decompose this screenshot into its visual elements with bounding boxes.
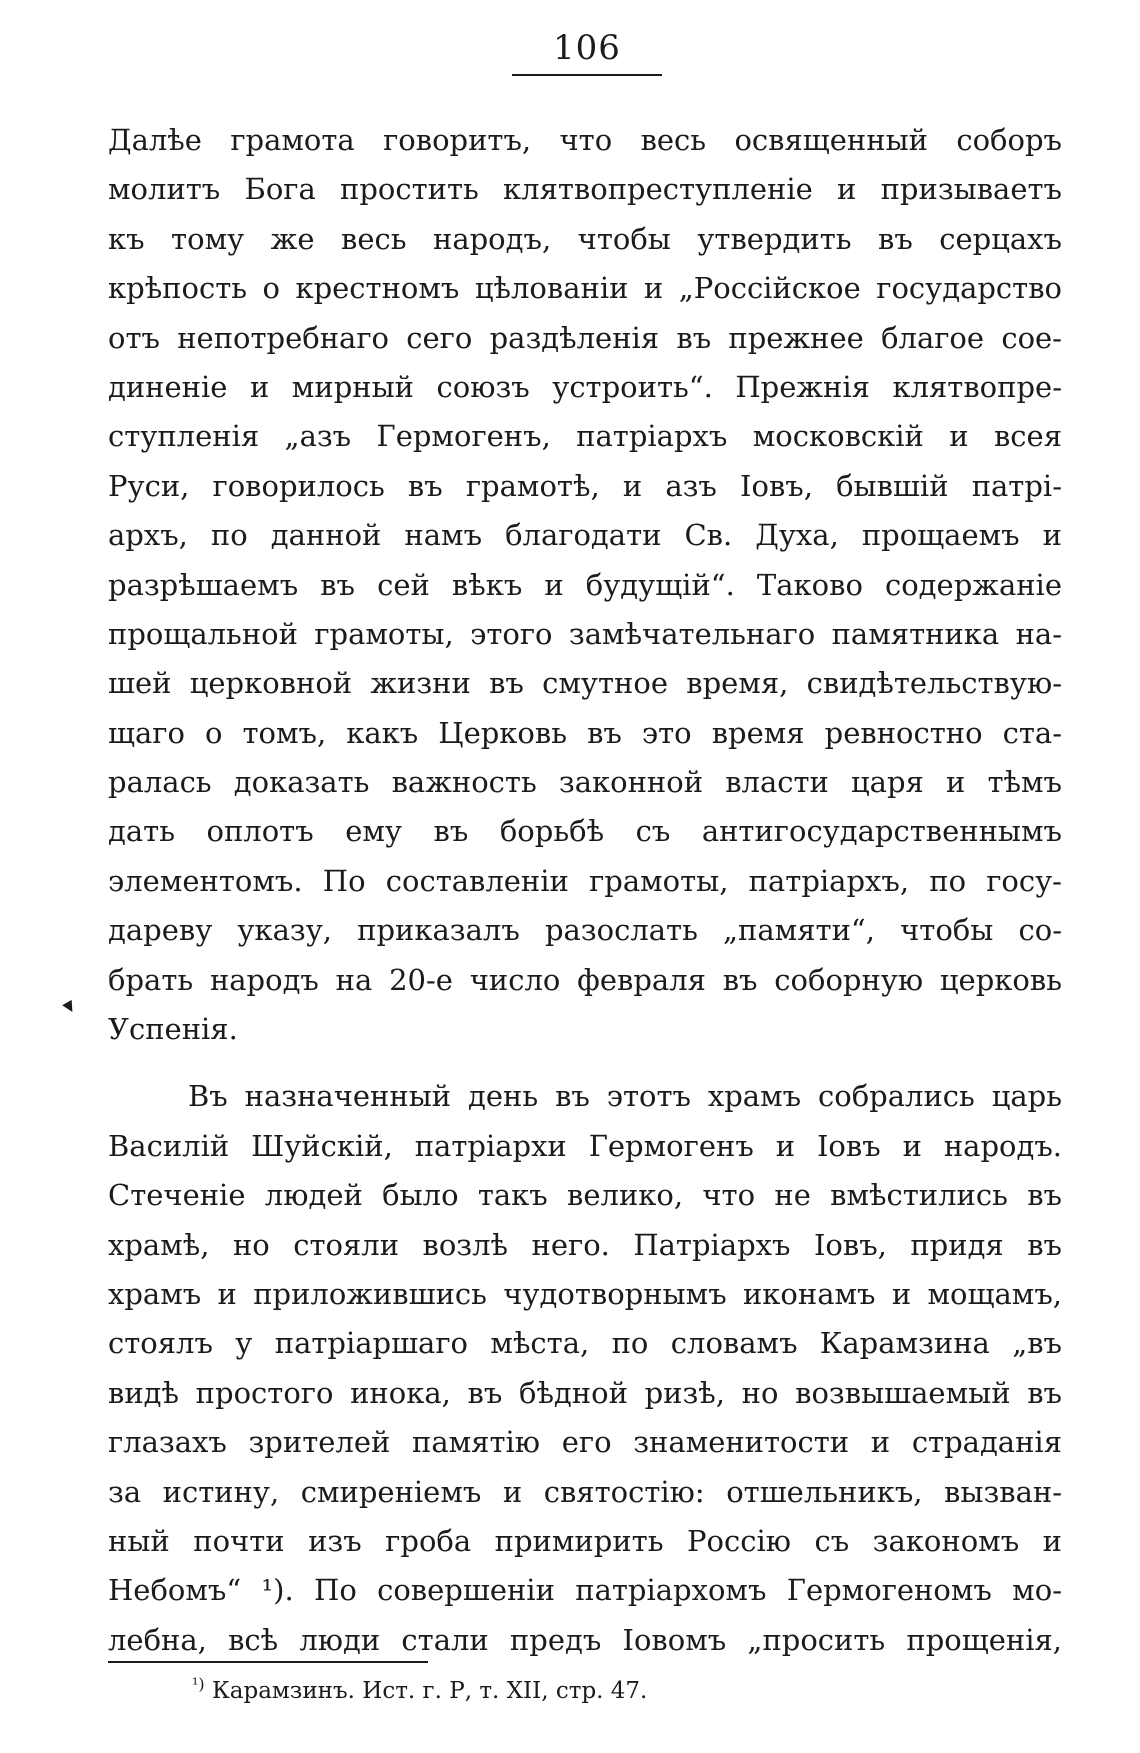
text-line: за истину, смиреніемъ и святостію: отшельникъ, вызван- [108,1474,1062,1509]
text-line: Руси, говорилось въ грамотѣ, и азъ Іовъ, бывшій патрі- [108,468,1062,503]
paragraph-1 [108,116,1062,1054]
paragraph-gap [108,1054,1062,1072]
text-line: Далѣе грамота говоритъ, что весь освященный соборъ [108,123,1062,157]
footnote-marker: ¹) [192,1674,205,1694]
footnote [192,1674,647,1708]
text-line: ралась доказать важность законной власти царя и тѣмъ [108,765,1062,800]
text-line: архъ, по данной намъ благодати Св. Духа, прощаемъ и [108,518,1062,553]
text-line: стоялъ у патріаршаго мѣста, по словамъ Карамзина „въ [108,1326,1062,1361]
text-line: разрѣшаемъ въ сей вѣкъ и будущій“. Таково содержаніе [108,567,1062,602]
text-line: шей церковной жизни въ смутное время, свидѣтельствую- [108,666,1062,701]
text-line: Стеченіе людей было такъ велико, что не вмѣстились въ [108,1178,1062,1213]
text-line: Въ назначенный день въ этотъ храмъ собрались царь [188,1079,1062,1114]
text-line: Успенія. [108,1012,238,1047]
text-line: ный почти изъ гроба примирить Россію съ закономъ и [108,1523,1062,1558]
text-line: крѣпость о крестномъ цѣлованіи и „Россійское государство [108,271,1062,306]
text-line: молитъ Бога простить клятвопреступленіе и призываетъ [108,172,1062,207]
body-text [108,116,1062,1665]
text-line: дареву указу, приказалъ разослать „памяти“, чтобы со- [108,913,1062,948]
text-line: Небомъ“ ¹). По совершеніи патріархомъ Гермогеномъ мо- [108,1573,1062,1608]
footnote-rule [108,1661,428,1663]
text-line: щаго о томъ, какъ Церковь въ это время ревностно ста- [108,715,1062,750]
text-line: элементомъ. По составленіи грамоты, патріархъ, по госу- [108,863,1062,898]
page-number: 106 [553,28,621,68]
text-line: видѣ простого инока, въ бѣдной ризѣ, но возвышаемый въ [108,1375,1062,1410]
text-line: ступленія „азъ Гермогенъ, патріархъ московскій и всея [108,419,1062,454]
text-line: Василій Шуйскій, патріархи Гермогенъ и Іовъ и народъ. [108,1128,1062,1163]
text-line: дать оплотъ ему въ борьбѣ съ антигосударственнымъ [108,814,1062,849]
text-line: глазахъ зрителей памятію его знаменитости и страданія [108,1425,1062,1460]
text-line: храмѣ, но стояли возлѣ него. Патріархъ Іовъ, придя въ [108,1227,1062,1262]
text-line: лебна, всѣ люди стали предъ Іовомъ „просить прощенія, [108,1622,1062,1657]
text-line: къ тому же весь народъ, чтобы утвердить въ серцахъ [108,221,1062,256]
text-line: храмъ и приложившись чудотворнымъ иконамъ и мощамъ, [108,1276,1062,1311]
paragraph-2 [108,1072,1062,1665]
text-line: диненіе и мирный союзъ устроить“. Прежнія клятвопре- [108,369,1062,404]
text-line: прощальной грамоты, этого замѣчательнаго памятника на- [108,616,1062,651]
text-line: брать народъ на 20-е число февраля въ соборную церковь [108,962,1062,997]
footnote-text: Карамзинъ. Ист. г. Р, т. XII, стр. 47. [204,1678,648,1704]
page-number-rule [512,74,662,76]
margin-mark: ▾ [58,992,81,1021]
text-line: отъ непотребнаго сего раздѣленія въ прежнее благое сое- [108,320,1062,355]
